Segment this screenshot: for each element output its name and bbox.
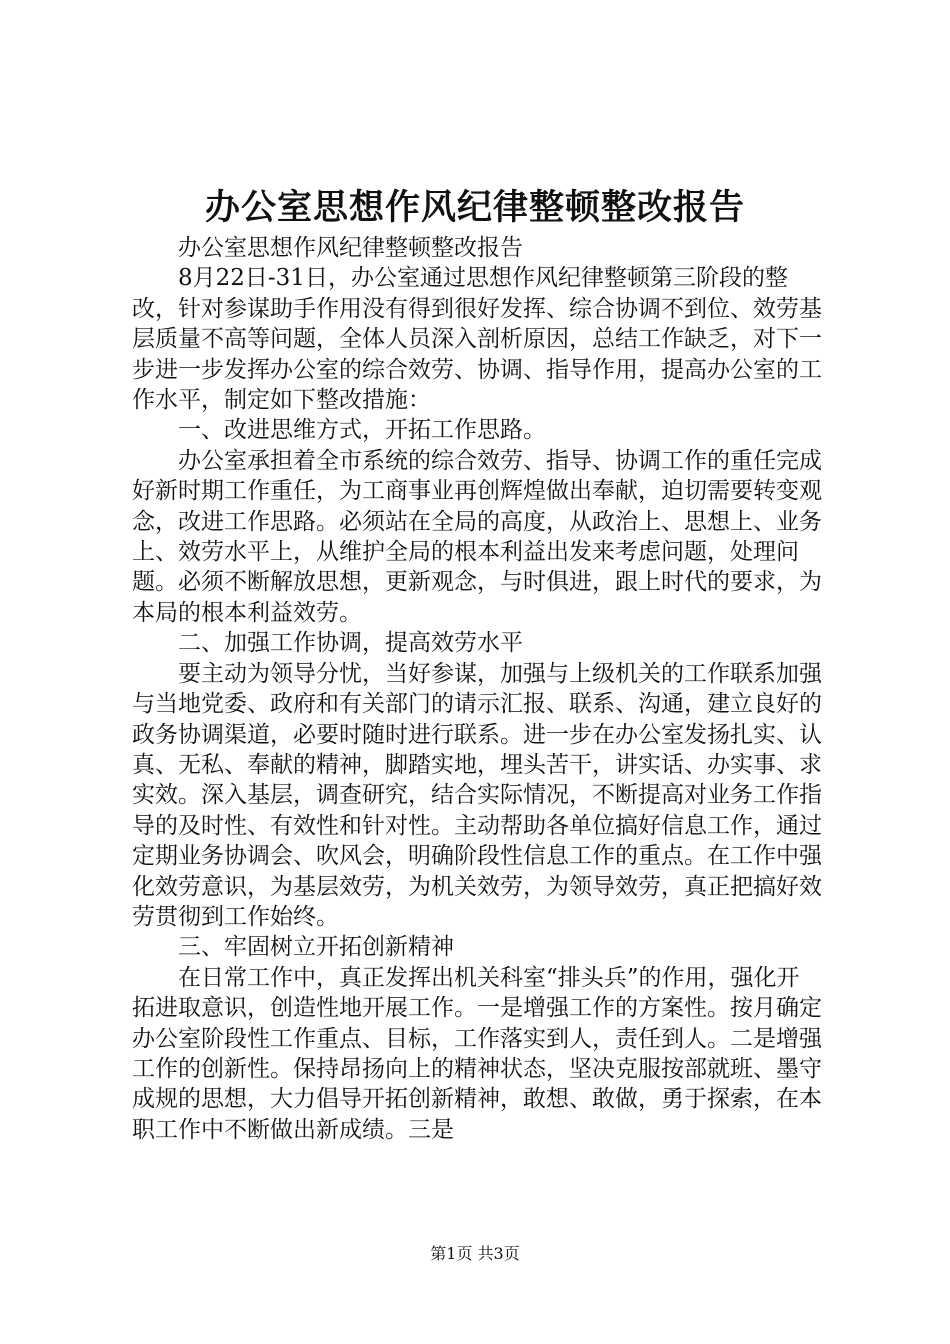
paragraph-intro: 8月22日-31日，办公室通过思想作风纪律整顿第三阶段的整改，针对参谋助手作用没有得到很好发挥、综合协调不到位、效劳基层质量不高等问题，全体人员深入剖析原因，总结工作缺乏，对下一步进一步发挥办公室的综合效劳、协调、指导作用，提高办公室的工作水平，制定如下整改措施： bbox=[132, 265, 822, 414]
paragraph-section-3: 在日常工作中，真正发挥出机关科室“排头兵”的作用，强化开拓进取意识，创造性地开展工作。一是增强工作的方案性。按月确定办公室阶段性工作重点、目标，工作落实到人，责任到人。二是增强工作的创新性。保持昂扬向上的精神状态，坚决克服按部就班、墨守成规的思想，大力倡导开拓创新精神，敢想、敢做，勇于探索，在本职工作中不断做出新成绩。三是 bbox=[132, 964, 822, 1143]
section-heading-1: 一、改进思维方式，开拓工作思路。 bbox=[178, 417, 546, 444]
paragraph-section-1: 办公室承担着全市系统的综合效劳、指导、协调工作的重任完成好新时期工作重任，为工商事业再创辉煌做出奉献，迫切需要转变观念，改进工作思路。必须站在全局的高度，从政治上、思想上、业务上、效劳水平上，从维护全局的根本利益出发来考虑问题，处理问题。必须不断解放思想，更新观念，与时俱进，跟上时代的要求，为本局的根本利益效劳。 bbox=[132, 447, 822, 626]
document-body bbox=[132, 233, 822, 1145]
paragraph-subtitle: 办公室思想作风纪律整顿整改报告 bbox=[178, 235, 523, 261]
section-heading-2: 二、加强工作协调，提高效劳水平 bbox=[178, 630, 523, 657]
page-number: 第1页 共3页 bbox=[430, 1244, 520, 1263]
section-heading-3: 三、牢固树立开拓创新精神 bbox=[178, 934, 454, 961]
document-title: 办公室思想作风纪律整顿整改报告 bbox=[204, 187, 745, 228]
paragraph-section-2: 要主动为领导分忧，当好参谋，加强与上级机关的工作联系加强与当地党委、政府和有关部门的请示汇报、联系、沟通，建立良好的政务协调渠道，必要时随时进行联系。进一步在办公室发扬扎实、认真、无私、奉献的精神，脚踏实地，埋头苦干，讲实话、办实事、求实效。深入基层，调查研究，结合实际情况，不断提高对业务工作指导的及时性、有效性和针对性。主动帮助各单位搞好信息工作，通过定期业务协调会、吹风会，明确阶段性信息工作的重点。在工作中强化效劳意识，为基层效劳，为机关效劳，为领导效劳，真正把搞好效劳贯彻到工作始终。 bbox=[132, 660, 822, 930]
